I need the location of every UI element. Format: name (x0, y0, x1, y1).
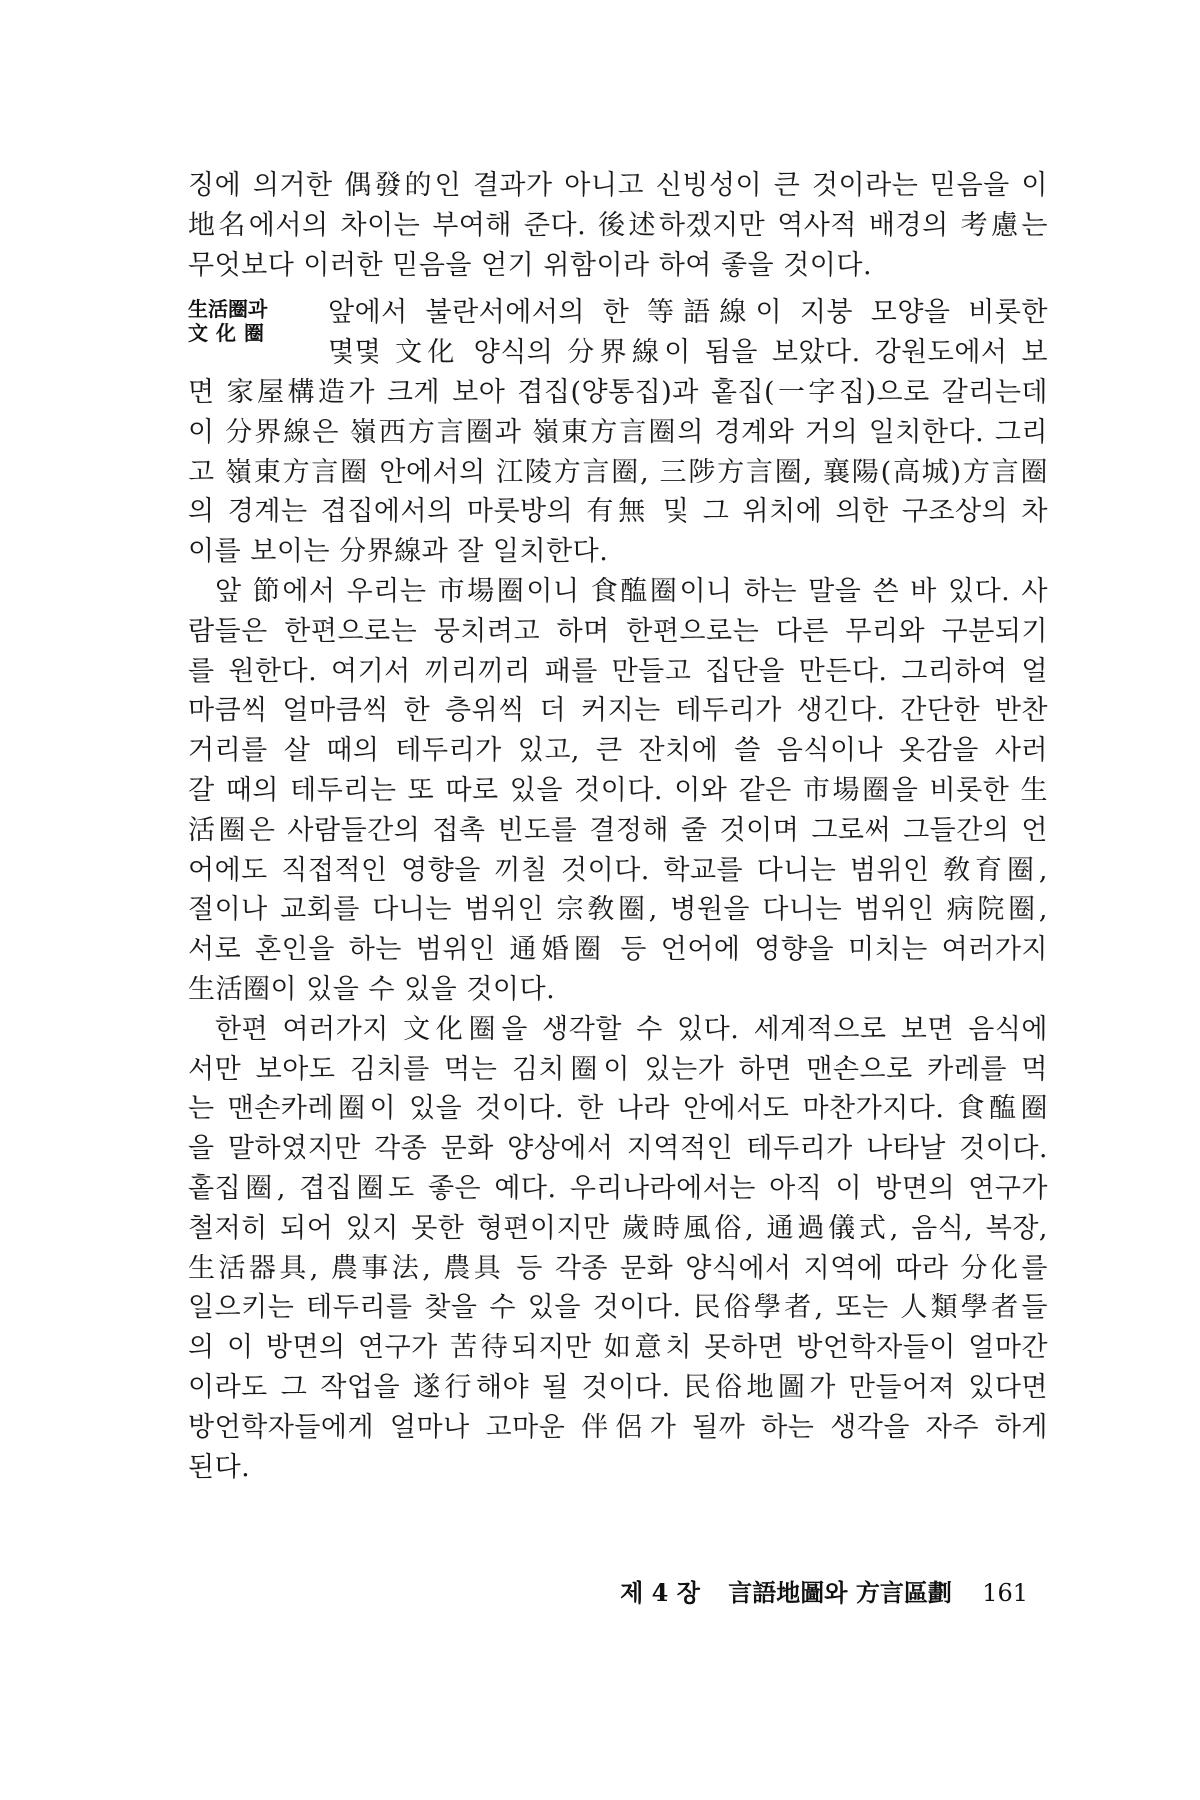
text-line: 마큼씩 얼마큼씩 한 층위씩 더 커지는 테두리가 생긴다. 간단한 반찬 (188, 695, 1048, 727)
paragraph-culture (188, 293, 1048, 572)
text-line: 한편 여러가지 文化圈을 생각할 수 있다. 세계적으로 보면 음식에 (215, 1013, 1048, 1045)
text-line: 서로 혼인을 하는 범위인 通婚圈 등 언어에 영향을 미치는 여러가지 (188, 934, 1048, 966)
text-line: 갈 때의 테두리는 또 따로 있을 것이다. 이와 같은 市場圈을 비롯한 生 (188, 774, 1048, 806)
text-line: 일으키는 테두리를 찾을 수 있을 것이다. 民俗學者, 또는 人類學者들 (188, 1292, 1048, 1324)
chapter-title: 言語地圖와 方言區劃 (728, 1578, 952, 1607)
page-number: 161 (982, 1579, 1028, 1607)
text-line: 이 分界線은 嶺西方言圈과 嶺東方言圈의 경계와 거의 일치한다. 그리 (188, 416, 1048, 448)
text-line: 어에도 직접적인 영향을 끼칠 것이다. 학교를 다니는 범위인 敎育圈, (188, 854, 1048, 886)
text-line: 철저히 되어 있지 못한 형편이지만 歲時風俗, 通過儀式, 음식, 복장, (188, 1212, 1048, 1244)
text-line: 活圈은 사람들간의 접촉 빈도를 결정해 줄 것이며 그로써 그들간의 언 (188, 814, 1048, 846)
text-line: 거리를 살 때의 테두리가 있고, 큰 잔치에 쓸 음식이나 옷감을 사러 (188, 735, 1048, 767)
text-line: 징에 의거한 偶發的인 결과가 아니고 신빙성이 큰 것이라는 믿음을 이 (188, 170, 1048, 201)
text-line: 방언학자들에게 얼마나 고마운 伴侶가 될까 하는 생각을 자주 하게 (188, 1411, 1048, 1443)
text-line: 을 말하였지만 각종 문화 양상에서 지역적인 테두리가 나타날 것이다. (188, 1133, 1048, 1165)
text-line: 서만 보아도 김치를 먹는 김치圈이 있는가 하면 맨손으로 카레를 먹 (188, 1053, 1048, 1085)
text-line: 고 嶺東方言圈 안에서의 江陵方言圈, 三陟方言圈, 襄陽(高城)方言圈 (188, 456, 1048, 488)
text-line: 이를 보이는 分界線과 잘 일치한다. (188, 536, 609, 568)
text-line: 된다. (188, 1451, 251, 1483)
text-line: 는 맨손카레圈이 있을 것이다. 한 나라 안에서도 마찬가지다. 食醢圈 (188, 1093, 1048, 1125)
chapter-label: 제 4 장 (620, 1578, 700, 1607)
text-line: 地名에서의 차이는 부여해 준다. 後述하겠지만 역사적 배경의 考慮는 (188, 209, 1048, 241)
text-line: 몇몇 文化 양식의 分界線이 됨을 보았다. 강원도에서 보 (328, 337, 1048, 369)
paragraph-intro (188, 166, 1048, 285)
text-line: 절이나 교회를 다니는 범위인 宗敎圈, 병원을 다니는 범위인 病院圈, (188, 894, 1048, 926)
text-line: 를 원한다. 여기서 끼리끼리 패를 만들고 집단을 만든다. 그리하여 얼 (188, 655, 1048, 687)
paragraph-market (188, 572, 1048, 1010)
text-line: 의 경계는 겹집에서의 마룻방의 有無 및 그 위치에 의한 구조상의 차 (188, 496, 1048, 528)
text-line: 홑집圈, 겹집圈도 좋은 예다. 우리나라에서는 아직 이 방면의 연구가 (188, 1172, 1048, 1204)
side-heading-line: 文化圈 (188, 321, 272, 346)
page-footer (620, 1577, 1028, 1609)
text-line: 면 家屋構造가 크게 보아 겹집(양통집)과 홑집(一字집)으로 갈리는데 (188, 376, 1048, 408)
text-line: 의 이 방면의 연구가 苦待되지만 如意치 못하면 방언학자들이 얼마간 (188, 1332, 1048, 1364)
text-line: 앞 節에서 우리는 市場圈이니 食醢圈이니 하는 말을 쓴 바 있다. 사 (215, 575, 1048, 607)
text-line: 生活圈이 있을 수 있을 것이다. (188, 973, 556, 1005)
text-line: 生活器具, 農事法, 農具 등 각종 문화 양식에서 지역에 따라 分化를 (188, 1252, 1048, 1284)
text-line: 무엇보다 이러한 믿음을 얻기 위함이라 하여 좋을 것이다. (188, 249, 873, 281)
text-line: 앞에서 불란서에서의 한 等語線이 지붕 모양을 비롯한 (328, 297, 1048, 329)
paragraph-folk (188, 1010, 1048, 1488)
text-line: 람들은 한편으로는 뭉치려고 하며 한편으로는 다른 무리와 구분되기 (188, 615, 1048, 647)
side-heading-line: 生活圈과 (188, 297, 268, 322)
body-text (188, 166, 1048, 1487)
text-line: 이라도 그 작업을 遂行해야 될 것이다. 民俗地圖가 만들어져 있다면 (188, 1371, 1048, 1403)
side-heading (188, 293, 328, 345)
